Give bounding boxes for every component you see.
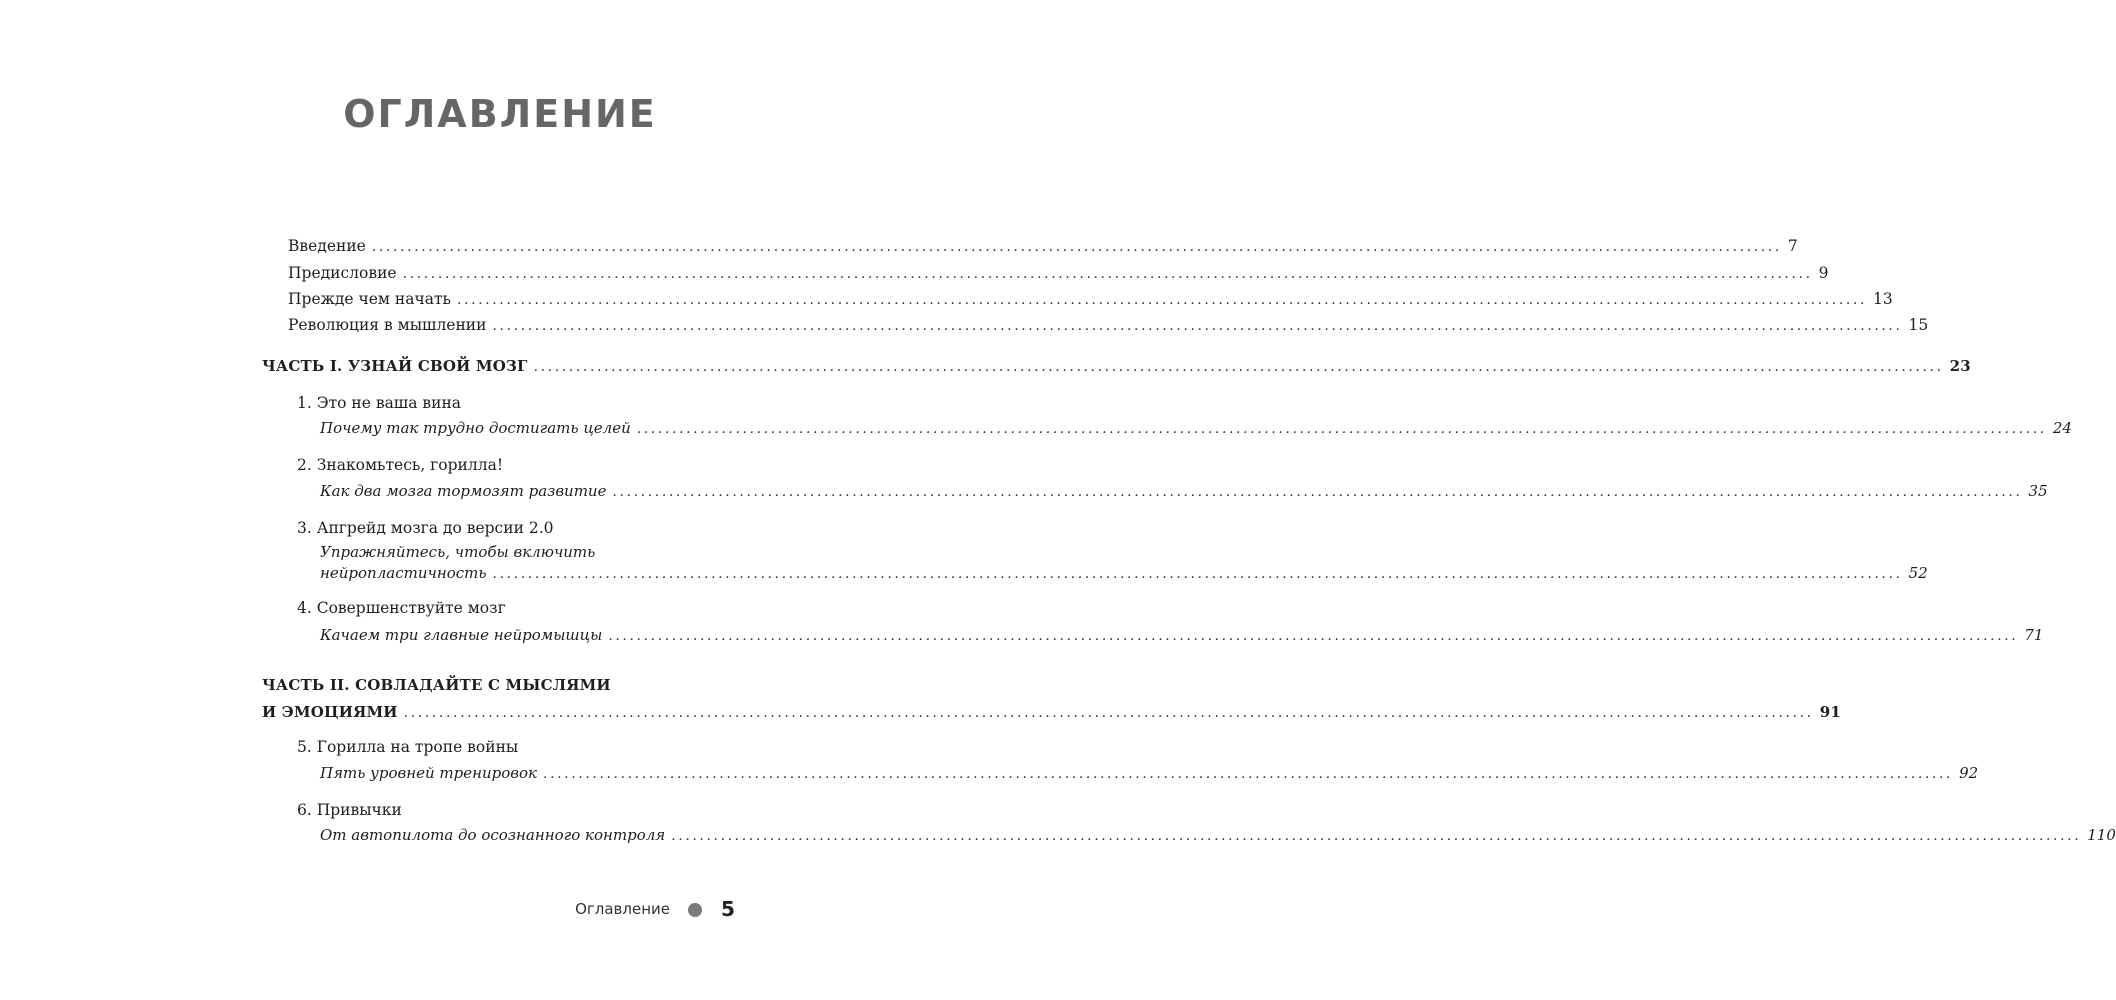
dot-leader: ........................................................................................................................................................................................................	[636, 421, 2047, 437]
dot-leader: ........................................................................................................................................................................................................	[608, 628, 2019, 644]
toc-chapter-page: 52	[1908, 564, 1928, 582]
toc-chapter-subtitle: нейропластичность	[320, 564, 487, 582]
toc-chapter-2	[297, 455, 728, 475]
toc-entry-page: 7	[1787, 237, 1798, 255]
toc-part-1	[262, 356, 1971, 377]
toc-chapter-page: 24	[2052, 419, 2072, 437]
dot-leader: ........................................................................................................................................................................................................	[671, 828, 2082, 844]
toc-chapter-page: 35	[2028, 482, 2048, 500]
toc-entry-page: 15	[1908, 316, 1929, 334]
toc-chapter-title: 1. Это не ваша вина	[297, 394, 462, 412]
toc-chapter-subtitle: Почему так трудно достигать целей	[320, 419, 631, 437]
toc-chapter-4	[297, 598, 728, 618]
page-title: ОГЛАВЛЕНИЕ	[343, 92, 657, 136]
toc-entry-intro	[288, 236, 1798, 257]
dot-leader: ........................................................................................................................................................................................................	[492, 566, 1903, 582]
toc-chapter-title: 4. Совершенствуйте мозг	[297, 599, 506, 617]
toc-entry-preface	[288, 263, 1829, 284]
footer-section-title: Оглавление	[575, 900, 670, 918]
toc-chapter-6	[297, 800, 728, 820]
toc-part-2-line2	[262, 702, 1841, 723]
toc-chapter-title: 6. Привычки	[297, 801, 402, 819]
toc-chapter-subtitle: От автопилота до осознанного контроля	[320, 826, 666, 844]
toc-chapter-title: 5. Горилла на тропе войны	[297, 738, 519, 756]
toc-chapter-page: 71	[2024, 626, 2044, 644]
toc-entry-page: 9	[1818, 264, 1829, 282]
toc-part-label: ЧАСТЬ II. СОВЛАДАЙТЕ С МЫСЛЯМИ	[262, 676, 611, 694]
toc-part-2-line1	[262, 675, 728, 695]
page-number: 5	[721, 897, 735, 921]
toc-part-label: И ЭМОЦИЯМИ	[262, 703, 398, 721]
toc-chapter-4-sub	[320, 625, 2044, 646]
toc-chapter-3-sub-line2	[320, 563, 1928, 584]
toc-part-page: 23	[1949, 357, 1971, 375]
dot-leader: ........................................................................................................................................................................................................	[402, 266, 1813, 282]
page-footer	[0, 898, 1000, 922]
dot-leader: ........................................................................................................................................................................................................	[403, 705, 1814, 721]
dot-leader: ........................................................................................................................................................................................................	[533, 359, 1944, 375]
toc-chapter-title: 2. Знакомьтесь, горилла!	[297, 456, 504, 474]
toc-chapter-3	[297, 518, 728, 538]
toc-entry-label: Прежде чем начать	[288, 290, 451, 308]
toc-part-page: 91	[1819, 703, 1841, 721]
toc-entry-label: Революция в мышлении	[288, 316, 487, 334]
toc-chapter-3-sub-line1	[320, 542, 728, 562]
toc-entry-revolution	[288, 315, 1929, 336]
toc-entry-label: Предисловие	[288, 264, 397, 282]
toc-chapter-page: 110	[2087, 826, 2116, 844]
dot-leader: ........................................................................................................................................................................................................	[492, 318, 1903, 334]
dot-leader: ........................................................................................................................................................................................................	[612, 484, 2023, 500]
toc-chapter-subtitle: Пять уровней тренировок	[320, 764, 538, 782]
toc-chapter-2-sub	[320, 481, 2048, 502]
toc-chapter-title: 3. Апгрейд мозга до версии 2.0	[297, 519, 554, 537]
toc-chapter-5-sub	[320, 763, 1979, 784]
toc-chapter-5	[297, 737, 728, 757]
toc-entry-before-start	[288, 289, 1893, 310]
toc-chapter-page: 92	[1959, 764, 1979, 782]
toc-chapter-subtitle: Качаем три главные нейромышцы	[320, 626, 603, 644]
toc-chapter-subtitle: Как два мозга тормозят развитие	[320, 482, 607, 500]
toc-entry-label: Введение	[288, 237, 366, 255]
dot-leader: ........................................................................................................................................................................................................	[457, 292, 1868, 308]
toc-chapter-6-sub	[320, 825, 2116, 846]
dot-leader: ........................................................................................................................................................................................................	[543, 766, 1954, 782]
dot-leader: ........................................................................................................................................................................................................	[371, 239, 1782, 255]
toc-part-label: ЧАСТЬ I. УЗНАЙ СВОЙ МОЗГ	[262, 357, 528, 375]
bullet-dot-icon	[688, 903, 702, 917]
toc-entry-page: 13	[1873, 290, 1893, 308]
toc-chapter-1-sub	[320, 418, 2072, 439]
toc-chapter-1	[297, 393, 728, 413]
toc-chapter-subtitle: Упражняйтесь, чтобы включить	[320, 543, 596, 561]
